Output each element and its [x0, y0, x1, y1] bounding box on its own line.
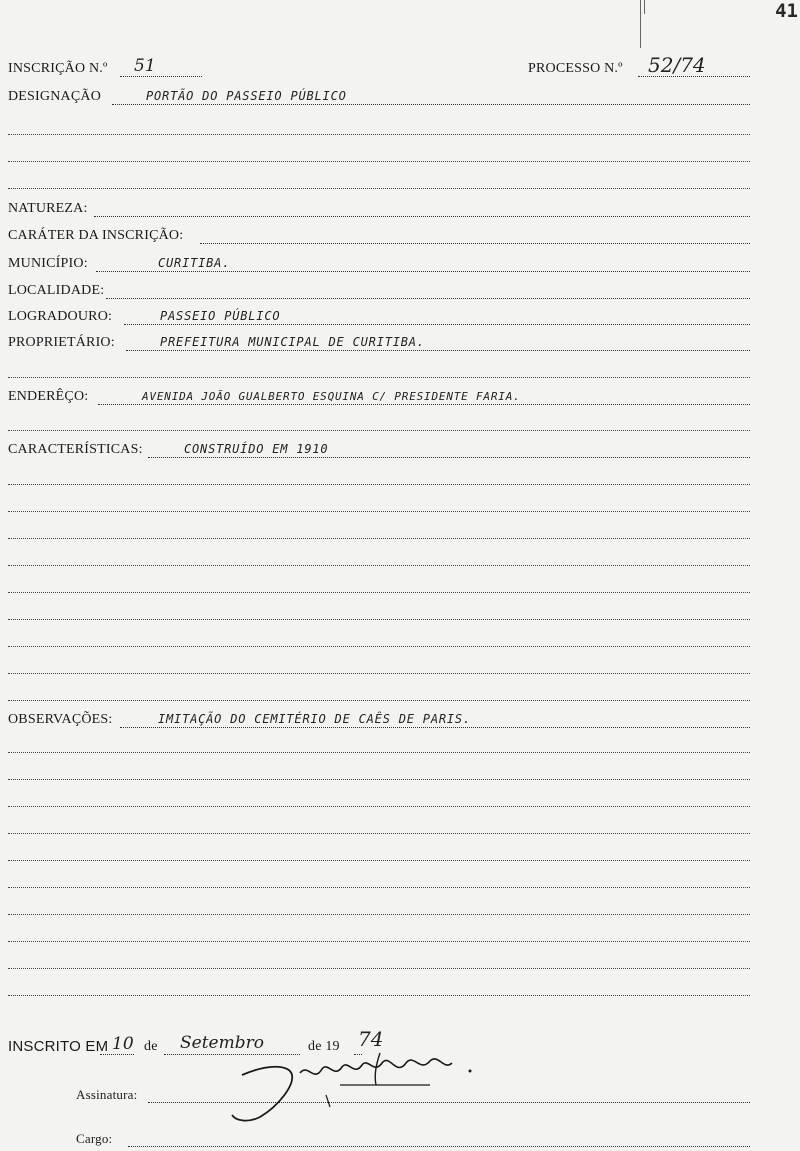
- page-number: 41: [775, 0, 798, 22]
- blank-line: [8, 860, 750, 861]
- carater-label: CARÁTER DA INSCRIÇÃO:: [8, 228, 184, 243]
- natureza-label: NATUREZA:: [8, 201, 88, 216]
- localidade-line: [106, 298, 750, 299]
- logradouro-value: PASSEIO PÚBLICO: [160, 309, 281, 323]
- carater-row: [8, 224, 750, 248]
- inscricao-row: [8, 53, 750, 81]
- blank-line: [8, 134, 750, 135]
- blank-line: [8, 565, 750, 566]
- inscrito-de1: de: [144, 1039, 158, 1054]
- blank-line: [8, 700, 750, 701]
- municipio-label: MUNICÍPIO:: [8, 256, 88, 271]
- cargo-label: Cargo:: [76, 1131, 113, 1146]
- observacoes-line: [120, 727, 750, 728]
- inscricao-line: [120, 76, 202, 77]
- municipio-row: [8, 252, 750, 276]
- cargo-line: [128, 1146, 750, 1147]
- inscricao-label: INSCRIÇÃO N.º: [8, 61, 108, 76]
- stray-pen-mark: [644, 0, 645, 14]
- blank-line: [8, 968, 750, 969]
- natureza-line: [94, 216, 750, 217]
- municipio-line: [96, 271, 750, 272]
- designacao-label: DESIGNAÇÃO: [8, 89, 101, 104]
- blank-line: [8, 377, 750, 378]
- blank-line: [8, 887, 750, 888]
- proprietario-line: [126, 350, 750, 351]
- inscrito-de2: de 19: [308, 1039, 340, 1054]
- inscrito-month: Setembro: [180, 1033, 264, 1053]
- inscrito-day-line: [100, 1054, 134, 1055]
- blank-line: [8, 161, 750, 162]
- logradouro-line: [124, 324, 750, 325]
- caracteristicas-value: CONSTRUÍDO EM 1910: [184, 442, 329, 456]
- natureza-row: [8, 197, 750, 221]
- blank-line: [8, 806, 750, 807]
- blank-line: [8, 646, 750, 647]
- assinatura-label: Assinatura:: [76, 1087, 138, 1102]
- inscrito-label: INSCRITO EM: [8, 1038, 109, 1055]
- proprietario-label: PROPRIETÁRIO:: [8, 335, 115, 350]
- blank-line: [8, 592, 750, 593]
- endereco-row: [8, 385, 750, 409]
- inscricao-value: 51: [134, 56, 156, 76]
- blank-line: [8, 619, 750, 620]
- handwritten-signature: [230, 1045, 480, 1125]
- observacoes-row: [8, 708, 750, 732]
- proprietario-value: PREFEITURA MUNICIPAL DE CURITIBA.: [160, 335, 425, 349]
- localidade-row: [8, 279, 750, 303]
- designacao-value: PORTÃO DO PASSEIO PÚBLICO: [146, 89, 347, 103]
- caracteristicas-label: CARACTERÍSTICAS:: [8, 442, 143, 457]
- designacao-row: [8, 85, 750, 109]
- blank-line: [8, 752, 750, 753]
- stray-pen-mark: [640, 0, 641, 48]
- blank-line: [8, 995, 750, 996]
- carater-line: [200, 243, 750, 244]
- cargo-row: [76, 1127, 750, 1151]
- blank-line: [8, 833, 750, 834]
- blank-line: [8, 941, 750, 942]
- proprietario-row: [8, 331, 750, 355]
- logradouro-row: [8, 305, 750, 329]
- observacoes-value: IMITAÇÃO DO CEMITÉRIO DE CAÊS DE PARIS.: [158, 712, 471, 726]
- blank-line: [8, 430, 750, 431]
- logradouro-label: LOGRADOURO:: [8, 309, 113, 324]
- processo-value: 52/74: [648, 53, 706, 77]
- municipio-value: CURITIBA.: [158, 256, 231, 270]
- observacoes-label: OBSERVAÇÕES:: [8, 712, 113, 727]
- caracteristicas-row: [8, 438, 750, 462]
- blank-line: [8, 538, 750, 539]
- localidade-label: LOCALIDADE:: [8, 283, 105, 298]
- blank-line: [8, 914, 750, 915]
- endereco-line: [98, 404, 750, 405]
- inscrito-day: 10: [112, 1034, 134, 1054]
- inscrito-year: 74: [358, 1027, 384, 1051]
- blank-line: [8, 673, 750, 674]
- blank-line: [8, 779, 750, 780]
- endereco-value: AVENIDA JOÃO GUALBERTO ESQUINA C/ PRESIDENTE FARIA.: [142, 390, 521, 403]
- designacao-line: [112, 104, 750, 105]
- processo-label: PROCESSO N.º: [528, 61, 623, 76]
- blank-line: [8, 511, 750, 512]
- blank-line: [8, 188, 750, 189]
- endereco-label: ENDERÊÇO:: [8, 389, 89, 404]
- caracteristicas-line: [148, 457, 750, 458]
- blank-line: [8, 484, 750, 485]
